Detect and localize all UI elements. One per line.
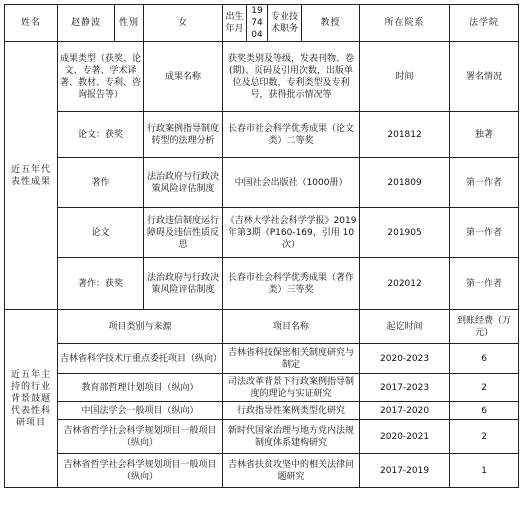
- project-source: 吉林省科学技术厅重点委托项目（纵向）: [58, 344, 223, 374]
- projects-col-name: 项目名称: [223, 310, 360, 344]
- achievement-row: [5, 258, 519, 310]
- achievement-type: 论文：获奖: [58, 112, 144, 158]
- projects-col-source: 项目类别与来源: [58, 310, 223, 344]
- project-period: 2020-2023: [360, 344, 450, 374]
- achievement-row: [5, 112, 519, 158]
- achievement-type: 论文: [58, 208, 144, 258]
- projects-header-row: [5, 310, 519, 344]
- achievement-author: 第一作者: [450, 258, 519, 310]
- achievements-col-time: 时间: [360, 42, 450, 112]
- achievement-type: 著作：获奖: [58, 258, 144, 310]
- application-form-sheet: [4, 4, 518, 518]
- project-row: [5, 420, 519, 454]
- achievement-name: 法治政府与行政决策风险评估制度: [144, 158, 223, 208]
- projects-col-period: 起讫时间: [360, 310, 450, 344]
- gender-label: 性别: [115, 5, 144, 42]
- achievement-publisher: 中国社会出版社（1000册）: [223, 158, 360, 208]
- achievement-name: 法治政府与行政决策风险评估制度: [144, 258, 223, 310]
- achievement-row: [5, 208, 519, 258]
- achievement-row: [5, 158, 519, 208]
- achievement-publisher: 长春市社会科学优秀成果（论文类）二等奖: [223, 112, 360, 158]
- achievement-time: 201812: [360, 112, 450, 158]
- project-source: 中国法学会一般项目（纵向）: [58, 402, 223, 420]
- achievements-header-row: [5, 42, 519, 112]
- projects-section-label: 近五年主持的行业背景鼓题代表性科研项目: [5, 310, 58, 488]
- college-label: 所在院系: [360, 5, 450, 42]
- gender-value: 女: [144, 5, 223, 42]
- college-value: 法学院: [450, 5, 519, 42]
- achievements-col-type: 成果类型（获奖、论文、专著、学术译著、教材、专利、咨询报告等）: [58, 42, 144, 112]
- achievement-time: 201809: [360, 158, 450, 208]
- project-name: 司法改革背景下行政案例指导制度的理论与实证研究: [223, 374, 360, 402]
- achievement-name: 行政案例指导制度转型的法理分析: [144, 112, 223, 158]
- project-name: 新时代国家治理与地方党内法规制度体系建构研究: [223, 420, 360, 454]
- project-row: [5, 402, 519, 420]
- project-source: 教育部哲理计划项目（纵向）: [58, 374, 223, 402]
- project-name: 吉林省扶贫攻坚中的相关法律问题研究: [223, 454, 360, 488]
- title-value: 教授: [302, 5, 360, 42]
- achievement-time: 201905: [360, 208, 450, 258]
- achievement-author: 独著: [450, 112, 519, 158]
- project-name: 吉林省科技保密相关制度研究与制定: [223, 344, 360, 374]
- name-label: 姓名: [5, 5, 58, 42]
- birth-value: 1974 04: [247, 5, 268, 42]
- achievement-author: 第一作者: [450, 158, 519, 208]
- project-funding: 1: [450, 454, 519, 488]
- project-period: 2017-2019: [360, 454, 450, 488]
- project-period: 2020-2021: [360, 420, 450, 454]
- project-period: 2017-2023: [360, 374, 450, 402]
- project-source: 吉林省哲学社会科学规划项目一般项目（纵向）: [58, 420, 223, 454]
- achievement-publisher: 《吉林大学社会科学学报》2019 年第3期（P160-169，引用 10次）: [223, 208, 360, 258]
- achievements-col-name: 成果名称: [144, 42, 223, 112]
- project-funding: 2: [450, 420, 519, 454]
- achievements-col-author: 署名情况: [450, 42, 519, 112]
- project-period: 2017-2020: [360, 402, 450, 420]
- project-row: [5, 374, 519, 402]
- achievement-author: 第一作者: [450, 208, 519, 258]
- name-value: 赵静波: [58, 5, 115, 42]
- project-funding: 2: [450, 374, 519, 402]
- achievement-time: 202012: [360, 258, 450, 310]
- achievement-name: 行政违信制度运行障碍及违信性质反思: [144, 208, 223, 258]
- birth-label: 出生年月: [223, 5, 247, 42]
- form-table: [4, 4, 519, 488]
- project-row: [5, 454, 519, 488]
- achievement-publisher: 长春市社会科学优秀成果（著作类）三等奖: [223, 258, 360, 310]
- projects-col-funding: 到账经费（万元）: [450, 310, 519, 344]
- achievements-col-publisher: 获奖类别及等级，发表刊物、卷(期)、页码及引用次数，出版单位及总印数，专利类型及专利号，获得批示情况等: [223, 42, 360, 112]
- project-row: [5, 344, 519, 374]
- achievements-section-label: 近五年代表性成果: [5, 42, 58, 310]
- project-funding: 6: [450, 402, 519, 420]
- title-label: 专业技术职务: [268, 5, 302, 42]
- achievement-type: 著作: [58, 158, 144, 208]
- project-name: 行政指导性案例类型化研究: [223, 402, 360, 420]
- header-row: [5, 5, 519, 42]
- project-funding: 6: [450, 344, 519, 374]
- project-source: 吉林省哲学社会科学规划项目一般项目（纵向）: [58, 454, 223, 488]
